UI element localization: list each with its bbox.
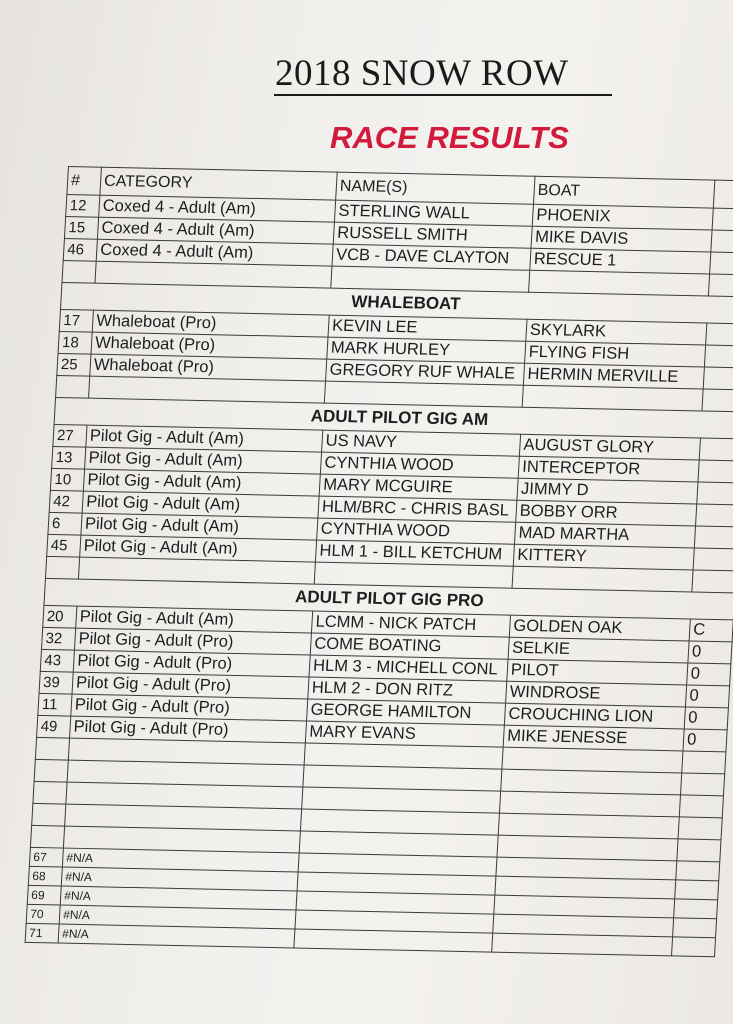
title-underline bbox=[274, 94, 612, 96]
entry-category: Pilot Gig - Adult (Am) bbox=[81, 513, 318, 540]
empty-cell bbox=[30, 825, 64, 848]
column-header-number: # bbox=[67, 167, 102, 196]
entry-boat: SELKIE bbox=[508, 637, 689, 663]
entry-extra bbox=[704, 345, 733, 368]
empty-cell bbox=[45, 556, 79, 579]
entry-boat: BOBBY ORR bbox=[516, 500, 697, 526]
entry-names: RUSSELL SMITH bbox=[333, 222, 532, 248]
entry-category: Pilot Gig - Adult (Pro) bbox=[73, 650, 310, 677]
entry-extra bbox=[694, 526, 733, 549]
entry-names: MARK HURLEY bbox=[327, 337, 526, 363]
section-heading: ADULT PILOT GIG PRO bbox=[44, 578, 733, 619]
empty-cell bbox=[681, 773, 725, 796]
entry-boat: WINDROSE bbox=[506, 681, 687, 707]
entry-category: Whaleboat (Pro) bbox=[91, 332, 328, 359]
page-title: 2018 SNOW ROW bbox=[275, 53, 569, 94]
entry-category: Pilot Gig - Adult (Am) bbox=[82, 491, 319, 518]
entry-boat: JIMMY D bbox=[517, 478, 698, 504]
entry-names: KEVIN LEE bbox=[328, 315, 527, 341]
entry-number: 45 bbox=[47, 534, 81, 557]
entry-number: 49 bbox=[37, 715, 71, 738]
results-body bbox=[25, 195, 733, 957]
entry-category: Pilot Gig - Adult (Am) bbox=[85, 447, 322, 474]
entry-names: MARY MCGUIRE bbox=[319, 474, 518, 500]
entry-boat: INTERCEPTOR bbox=[518, 456, 699, 482]
empty-cell bbox=[56, 375, 90, 398]
entry-names: CYNTHIA WOOD bbox=[320, 452, 519, 478]
entry-boat: MAD MARTHA bbox=[514, 522, 695, 548]
entry-extra bbox=[673, 918, 717, 938]
entry-number: 25 bbox=[57, 353, 91, 376]
entry-number: 20 bbox=[43, 605, 77, 628]
entry-names: HLM 3 - MICHELL CONL bbox=[309, 655, 508, 681]
entry-boat: SKYLARK bbox=[526, 319, 707, 345]
entry-boat: FLYING FISH bbox=[525, 341, 706, 367]
entry-extra: 0 bbox=[683, 729, 727, 752]
entry-number: 15 bbox=[64, 216, 98, 239]
page-subtitle: RACE RESULTS bbox=[330, 120, 569, 155]
entry-number: 43 bbox=[40, 649, 74, 672]
entry-number: 27 bbox=[53, 424, 87, 447]
entry-number: 71 bbox=[25, 923, 59, 943]
empty-cell bbox=[33, 781, 67, 804]
entry-boat: CROUCHING LION bbox=[504, 703, 685, 729]
entry-category: Pilot Gig - Adult (Am) bbox=[86, 425, 323, 452]
entry-extra: C bbox=[689, 619, 733, 642]
empty-cell bbox=[679, 795, 723, 818]
entry-number: 18 bbox=[58, 331, 92, 354]
entry-category: Coxed 4 - Adult (Am) bbox=[96, 239, 333, 266]
empty-cell bbox=[678, 817, 722, 840]
entry-number: 42 bbox=[49, 490, 83, 513]
section-heading: ADULT PILOT GIG AM bbox=[54, 397, 733, 438]
entry-extra bbox=[698, 460, 733, 483]
entry-category: #N/A bbox=[61, 867, 298, 891]
entry-category: Pilot Gig - Adult (Am) bbox=[76, 606, 313, 633]
entry-boat bbox=[492, 933, 673, 956]
entry-extra bbox=[696, 504, 733, 527]
entry-boat: MIKE JENESSE bbox=[503, 725, 684, 751]
empty-cell bbox=[62, 260, 96, 283]
entry-names: HLM/BRC - CHRIS BASL bbox=[318, 496, 517, 522]
section-heading: WHALEBOAT bbox=[60, 282, 733, 323]
entry-extra bbox=[676, 861, 720, 881]
entry-extra bbox=[697, 482, 733, 505]
empty-cell bbox=[35, 737, 69, 760]
entry-boat: HERMIN MERVILLE bbox=[523, 363, 704, 389]
empty-cell bbox=[32, 803, 66, 826]
entry-extra bbox=[699, 438, 733, 461]
empty-cell bbox=[692, 570, 733, 593]
column-header-extra bbox=[713, 180, 733, 209]
entry-extra bbox=[712, 208, 733, 231]
entry-boat: AUGUST GLORY bbox=[519, 434, 700, 460]
entry-extra bbox=[706, 323, 733, 346]
entry-extra: 0 bbox=[687, 663, 731, 686]
entry-boat: PILOT bbox=[507, 659, 688, 685]
entry-number: 67 bbox=[29, 847, 63, 867]
entry-number: 17 bbox=[59, 309, 93, 332]
empty-cell bbox=[682, 751, 726, 774]
entry-category: Pilot Gig - Adult (Pro) bbox=[70, 716, 307, 743]
entry-names: COME BOATING bbox=[310, 633, 509, 659]
entry-names: GREGORY RUF WHALE bbox=[326, 359, 525, 385]
entry-names: VCB - DAVE CLAYTON bbox=[332, 244, 531, 270]
entry-boat: KITTERY bbox=[513, 544, 694, 570]
empty-cell bbox=[708, 274, 733, 297]
entry-boat: GOLDEN OAK bbox=[509, 615, 690, 641]
empty-cell bbox=[34, 759, 68, 782]
entry-names: US NAVY bbox=[322, 430, 521, 456]
entry-number: 12 bbox=[66, 195, 100, 218]
entry-category: Pilot Gig - Adult (Pro) bbox=[72, 672, 309, 699]
entry-names: GEORGE HAMILTON bbox=[307, 699, 506, 725]
column-header-names: NAME(S) bbox=[336, 172, 535, 204]
entry-boat: RESCUE 1 bbox=[530, 248, 711, 274]
entry-names bbox=[294, 929, 493, 952]
entry-category: Whaleboat (Pro) bbox=[90, 354, 327, 381]
results-table-wrapper bbox=[25, 166, 733, 957]
entry-category: Coxed 4 - Adult (Am) bbox=[99, 195, 336, 222]
entry-names: HLM 1 - BILL KETCHUM bbox=[315, 540, 514, 566]
results-table bbox=[25, 166, 733, 957]
entry-category: Pilot Gig - Adult (Am) bbox=[80, 535, 317, 562]
entry-number: 46 bbox=[63, 238, 97, 261]
entry-names: HLM 2 - DON RITZ bbox=[308, 677, 507, 703]
empty-cell bbox=[702, 389, 733, 412]
entry-extra bbox=[710, 252, 733, 275]
entry-number: 13 bbox=[52, 446, 86, 469]
entry-category: Pilot Gig - Adult (Pro) bbox=[74, 628, 311, 655]
entry-boat: PHOENIX bbox=[532, 204, 713, 230]
entry-extra bbox=[675, 880, 719, 900]
entry-category: Coxed 4 - Adult (Am) bbox=[97, 217, 334, 244]
entry-extra bbox=[711, 230, 733, 253]
column-header-boat: BOAT bbox=[533, 176, 714, 208]
entry-extra bbox=[703, 367, 733, 390]
entry-number: 6 bbox=[48, 512, 82, 535]
entry-category: Pilot Gig - Adult (Pro) bbox=[71, 694, 308, 721]
entry-number: 11 bbox=[38, 693, 72, 716]
entry-extra: 0 bbox=[684, 707, 728, 730]
entry-category: #N/A bbox=[59, 905, 296, 929]
entry-number: 10 bbox=[50, 468, 84, 491]
entry-extra: 0 bbox=[685, 685, 729, 708]
entry-extra bbox=[674, 899, 718, 919]
entry-extra bbox=[672, 937, 716, 957]
entry-number: 68 bbox=[28, 866, 62, 886]
entry-names: LCMM - NICK PATCH bbox=[311, 611, 510, 637]
entry-number: 69 bbox=[27, 885, 61, 905]
entry-category: #N/A bbox=[60, 886, 297, 910]
empty-cell bbox=[677, 839, 721, 862]
entry-extra bbox=[693, 548, 733, 571]
entry-category: Whaleboat (Pro) bbox=[92, 310, 329, 337]
entry-boat: MIKE DAVIS bbox=[531, 226, 712, 252]
column-header-category: CATEGORY bbox=[100, 167, 337, 200]
entry-category: Pilot Gig - Adult (Am) bbox=[83, 469, 320, 496]
entry-names: MARY EVANS bbox=[305, 721, 504, 747]
entry-names: STERLING WALL bbox=[334, 200, 533, 226]
entry-number: 70 bbox=[26, 904, 60, 924]
entry-number: 39 bbox=[39, 671, 73, 694]
entry-extra: 0 bbox=[688, 641, 732, 664]
entry-category: #N/A bbox=[62, 848, 299, 872]
entry-names: CYNTHIA WOOD bbox=[317, 518, 516, 544]
entry-number: 32 bbox=[41, 627, 75, 650]
entry-category: #N/A bbox=[58, 924, 295, 948]
